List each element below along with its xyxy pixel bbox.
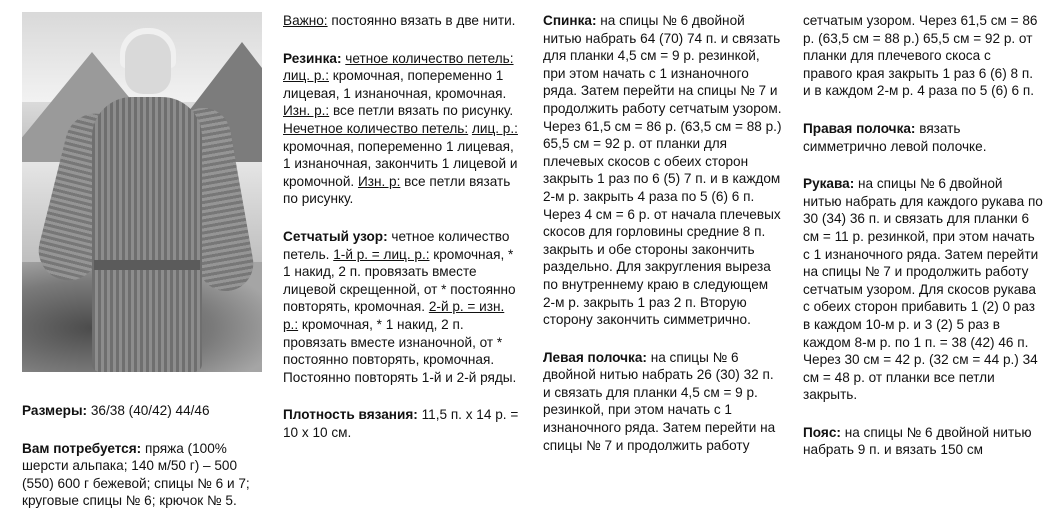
model-photo — [22, 12, 262, 372]
rib-paragraph: Резинка: четное количество петель: лиц. р.: кромочная, попеременно 1 лицевая, 1 изнаночная, кромочная. Изн. р.: все петли вязать по рисунку. Нечетное количество петель: лиц. р.: кромочная, попеременно 1 лицевая, 1 изнаночная, закончить 1 лицевой и кромочной. Изн. р: все петли вязать по рисунку. — [283, 50, 518, 207]
belt-paragraph: Пояс: на спицы № 6 двойной нитью набрать 9 п. и вязать 150 см — [803, 424, 1032, 458]
sizes-text: 36/38 (40/42) 44/46 — [87, 403, 210, 418]
belt-label: Пояс: — [803, 424, 841, 440]
right-front-label: Правая полочка: — [803, 120, 916, 136]
right-front-paragraph: Правая полочка: вязать симметрично левой полочке. — [803, 120, 987, 154]
density-label: Плотность вязания: — [283, 407, 418, 423]
left-front-continued: сетчатым узором. Через 61,5 см = 86 р. (63,5 см = 88 р.) 65,5 см = 92 р. от планки для плечевого скоса с правого края закрыть 1 раз 6 (6) 8 п. и в каждом 2-м р. 4 раза по 5 (6) 6 п. — [803, 13, 1038, 99]
mesh-pattern-paragraph: Сетчатый узор: четное количество петель. 1-й р. = лиц. р.: кромочная, * 1 накид, 2 п. провязать вместе лицевой скрещенной, от * постоянно повторять, кромочная. 2-й р. = изн. р.: кромочная, * 1 накид, 2 п. провязать вместе изнаночной, от * постоянно повторять, кромочная. Постоянно повторять 1-й и 2-й ряды. — [283, 228, 517, 385]
left-front-paragraph: Левая полочка: на спицы № 6 двойной нитью набрать 26 (30) 32 п. и связать для планки 4,5 см = 9 р. резинкой, при этом начать с 1 изнаночного ряда. Затем перейти на спицы № 7 и продолжить работу — [543, 349, 776, 453]
left-front-label: Левая полочка: — [543, 349, 647, 365]
materials-label: Вам потребуется: — [22, 440, 142, 456]
back-label: Спинка: — [543, 13, 597, 28]
materials-paragraph — [22, 440, 262, 510]
materials-text: пряжа (100% шерсти альпака; 140 м/50 г) – 500 (550) 600 г бежевой; спицы № 6 и 7; круговые спицы № 6; крючок № 5. — [22, 440, 250, 509]
density-paragraph: Плотность вязания: 11,5 п. х 14 р. = 10 х 10 см. — [283, 407, 519, 440]
rib-label: Резинка: — [283, 50, 342, 66]
sleeves-label: Рукава: — [803, 176, 855, 192]
sizes-paragraph — [22, 402, 262, 420]
back-paragraph: Спинка: на спицы № 6 двойной нитью набрать 64 (70) 74 п. и связать для планки 4,5 см = 9 р. резинкой, при этом начать с 1 изнаночного ряда. Затем перейти на спицы № 7 и продолжить работу сетчатым узором. Через 61,5 см = 86 р. (63,5 см = 88 р.) 65,5 см = 92 р. от планки для плечевых скосов с обеих сторон закрыть 1 раз по 6 (5) 7 п. и в каждом 2-м р. закрыть 4 раза по 5 (6) 6 п. Через 4 см = 6 р. от начала плечевых скосов для горловины средние 8 п. закрыть и обе стороны закончить раздельно. Для закругления выреза по внутреннему краю в следующем 2-м р. закрыть 1 раз 2 п. Вторую сторону закончить симметрично. — [543, 13, 782, 328]
column-1 — [22, 12, 262, 510]
column-3 — [543, 12, 783, 454]
column-4 — [803, 12, 1043, 459]
mesh-label: Сетчатый узор: — [283, 228, 388, 244]
sizes-label: Размеры: — [22, 403, 88, 418]
column-2 — [283, 12, 523, 441]
important-label: Важно: — [283, 13, 328, 28]
important-paragraph — [283, 12, 523, 30]
important-text: постоянно вязать в две нити. — [327, 13, 516, 28]
sleeves-paragraph: Рукава: на спицы № 6 двойной нитью набрать для каждого рукава по 30 (34) 36 п. и связать для планки 6 см = 11 р. резинкой, при этом начать с 1 изнаночного ряда. Затем перейти на спицы № 7 и продолжить работу сетчатым узором. Для скосов рукава с обеих сторон прибавить 1 (2) 0 раз в каждом 10-м р. и 3 (2) 5 раз в каждом 8-м р. по 1 п. = 38 (42) 46 п. Через 30 см = 42 р. (32 см = 44 р.) 34 см = 48 р. от планки все петли закрыть. — [803, 176, 1043, 403]
